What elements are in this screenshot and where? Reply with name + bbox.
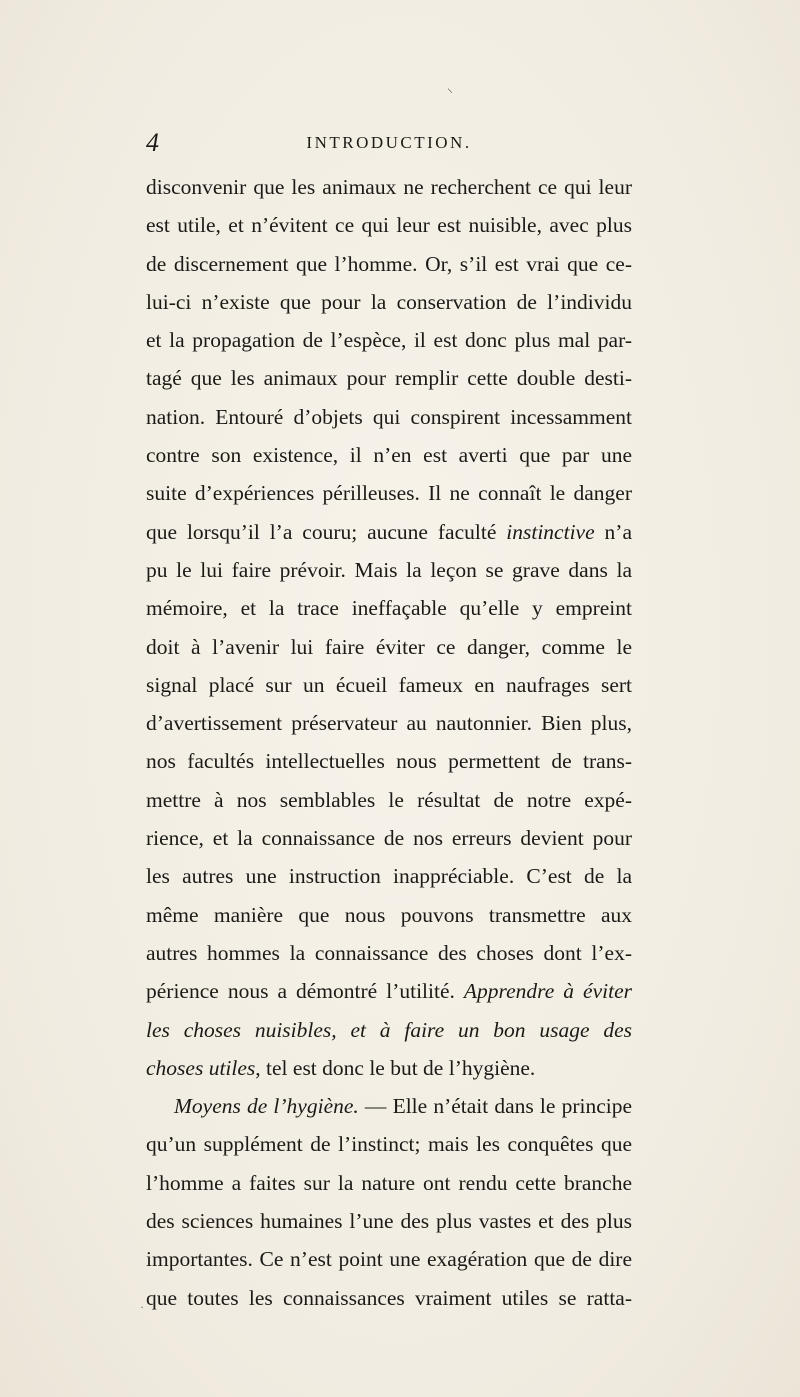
text-run: même manière que nous pouvons transmettre aux	[146, 902, 632, 927]
text-line	[146, 1087, 632, 1125]
page-number: 4	[146, 128, 159, 157]
text-run: mémoire, et la trace ineffaçable qu’elle y empreint	[146, 596, 632, 621]
text-line	[146, 321, 632, 359]
italic-text: Apprendre à éviter	[463, 979, 632, 1004]
text-line	[146, 1011, 632, 1049]
text-run: doit à l’avenir lui faire éviter ce danger, comme le	[146, 634, 632, 659]
text-run: d’avertissement préservateur au nautonnier. Bien plus,	[146, 711, 632, 736]
text-line	[146, 359, 632, 397]
text-line	[146, 168, 632, 206]
text-run: et la propagation de l’espèce, il est donc plus mal par-	[146, 328, 632, 353]
text-run: pu le lui faire prévoir. Mais la leçon se grave dans la	[146, 557, 632, 582]
italic-text: Moyens de l’hygiène.	[174, 1094, 359, 1119]
running-head	[146, 128, 632, 158]
text-run: n’a	[594, 519, 632, 544]
text-run: mettre à nos semblables le résultat de notre expé-	[146, 787, 632, 812]
italic-text: les choses nuisibles, et à faire un bon usage des	[146, 1017, 632, 1042]
text-run: l’homme a faites sur la nature ont rendu cette branche	[146, 1170, 632, 1195]
text-run: que lorsqu’il l’a couru; aucune faculté	[146, 519, 507, 544]
text-line	[146, 206, 632, 244]
text-run: , tel est donc le but de l’hygiène.	[255, 1055, 536, 1080]
italic-text: choses utiles	[146, 1055, 256, 1080]
text-line	[146, 819, 632, 857]
italic-text: instinctive	[506, 519, 595, 544]
text-line	[146, 1125, 632, 1163]
text-line	[146, 896, 632, 934]
text-run: les autres une instruction inappréciable. C’est de la	[146, 864, 632, 889]
text-line	[146, 551, 632, 589]
text-run: contre son existence, il n’en est averti que par une	[146, 443, 632, 468]
text-run: lui-ci n’existe que pour la conservation de l’individu	[146, 289, 632, 314]
text-run: — Elle n’était dans le principe	[358, 1094, 632, 1119]
paper-speck: ·	[140, 1300, 144, 1314]
text-run: importantes. Ce n’est point une exagération que de dire	[146, 1247, 632, 1272]
text-line	[146, 513, 632, 551]
text-line	[146, 704, 632, 742]
text-run: autres hommes la connaissance des choses dont l’ex-	[146, 940, 632, 965]
text-line	[146, 781, 632, 819]
text-run: suite d’expériences périlleuses. Il ne connaît le danger	[146, 481, 632, 506]
text-run: qu’un supplément de l’instinct; mais les conquêtes que	[146, 1132, 632, 1157]
text-line	[146, 474, 632, 512]
running-head-title: INTRODUCTION.	[306, 133, 472, 152]
text-run: rience, et la connaissance de nos erreurs devient pour	[146, 826, 632, 851]
text-run: signal placé sur un écueil fameux en naufrages sert	[146, 672, 632, 697]
text-run: des sciences humaines l’une des plus vastes et des plus	[146, 1209, 632, 1234]
text-line	[146, 1202, 632, 1240]
text-run: périence nous a démontré l’utilité.	[146, 979, 464, 1004]
text-run: nation. Entouré d’objets qui conspirent incessamment	[146, 404, 632, 429]
text-line	[146, 1240, 632, 1278]
text-run: que toutes les connaissances vraiment utiles se ratta-	[146, 1285, 632, 1310]
text-run: de discernement que l’homme. Or, s’il est vrai que ce-	[146, 251, 632, 276]
text-line	[146, 628, 632, 666]
text-line	[146, 245, 632, 283]
text-line	[146, 436, 632, 474]
text-line	[146, 666, 632, 704]
text-line	[146, 589, 632, 627]
text-line	[146, 972, 632, 1010]
text-line	[146, 1279, 632, 1317]
text-run: est utile, et n’évitent ce qui leur est nuisible, avec plus	[146, 213, 632, 238]
text-line	[146, 934, 632, 972]
body-text	[146, 168, 632, 1317]
text-run: tagé que les animaux pour remplir cette double desti-	[146, 366, 632, 391]
text-line	[146, 742, 632, 780]
paper-speck: ⸌	[447, 86, 454, 100]
text-line	[146, 398, 632, 436]
text-line	[146, 1164, 632, 1202]
text-run: disconvenir que les animaux ne recherchent ce qui leur	[146, 175, 632, 199]
text-run: nos facultés intellectuelles nous permettent de trans-	[146, 749, 632, 774]
text-line	[146, 857, 632, 895]
text-line	[146, 283, 632, 321]
text-line	[146, 1049, 632, 1087]
